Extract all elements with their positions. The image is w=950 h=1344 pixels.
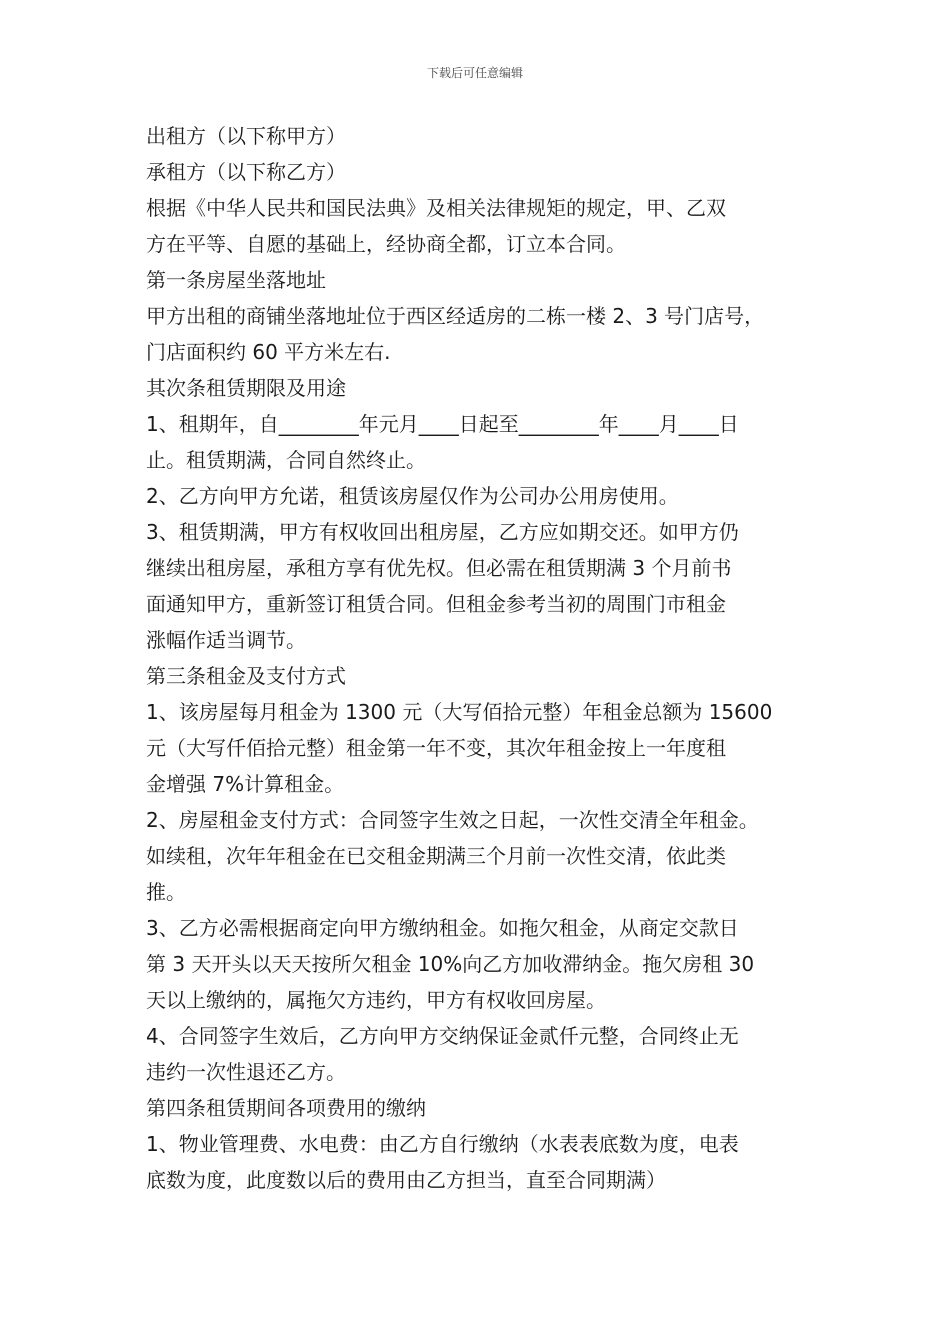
section-2-item-3d: 涨幅作适当调节。 <box>146 628 306 652</box>
contract-body <box>146 118 826 1198</box>
para-lessee: 承租方（以下称乙方） <box>146 160 346 184</box>
section-2-item-2: 2、乙方向甲方允诺，租赁该房屋仅作为公司办公用房使用。 <box>146 484 679 508</box>
section-3-item-3b: 第 3 天开头以天天按所欠租金 10%向乙方加收滞纳金。拖欠房租 30 <box>146 952 755 976</box>
section-title-3: 第三条租金及支付方式 <box>146 664 346 688</box>
section-3-item-4a: 4、合同签字生效后，乙方向甲方交纳保证金贰仟元整，合同终止无 <box>146 1024 739 1048</box>
section-2-item-1a: 1、租期年，自________年元月____日起至________年____月____日 <box>146 412 739 436</box>
para-intro-1: 根据《中华人民共和国民法典》及相关法律规矩的规定，甲、乙双 <box>146 196 726 220</box>
section-2-item-3a: 3、租赁期满，甲方有权收回出租房屋，乙方应如期交还。如甲方仍 <box>146 520 739 544</box>
section-3-item-1c: 金增强 7%计算租金。 <box>146 772 345 796</box>
section-2-item-3c: 面通知甲方，重新签订租赁合同。但租金参考当初的周围门市租金 <box>146 592 726 616</box>
section-1-text-2: 门店面积约 60 平方米左右. <box>146 340 391 364</box>
para-lessor: 出租方（以下称甲方） <box>146 124 346 148</box>
section-2-item-1b: 止。租赁期满，合同自然终止。 <box>146 448 426 472</box>
section-3-item-2b: 如续租，次年年租金在已交租金期满三个月前一次性交清，依此类 <box>146 844 726 868</box>
section-4-item-1a: 1、物业管理费、水电费：由乙方自行缴纳（水表表底数为度，电表 <box>146 1132 739 1156</box>
section-3-item-1a: 1、该房屋每月租金为 1300 元（大写佰拾元整）年租金总额为 15600 <box>146 700 773 724</box>
section-3-item-4b: 违约一次性退还乙方。 <box>146 1060 346 1084</box>
section-4-item-1b: 底数为度，此度数以后的费用由乙方担当，直至合同期满） <box>146 1168 666 1192</box>
section-3-item-3a: 3、乙方必需根据商定向甲方缴纳租金。如拖欠租金，从商定交款日 <box>146 916 739 940</box>
section-title-2: 其次条租赁期限及用途 <box>146 376 346 400</box>
section-3-item-3c: 天以上缴纳的，属拖欠方违约，甲方有权收回房屋。 <box>146 988 606 1012</box>
section-2-item-3b: 继续出租房屋，承租方享有优先权。但必需在租赁期满 3 个月前书 <box>146 556 732 580</box>
section-3-item-2c: 推。 <box>146 880 186 904</box>
section-title-1: 第一条房屋坐落地址 <box>146 268 326 292</box>
section-3-item-2a: 2、房屋租金支付方式：合同签字生效之日起，一次性交清全年租金。 <box>146 808 759 832</box>
section-title-4: 第四条租赁期间各项费用的缴纳 <box>146 1096 426 1120</box>
section-3-item-1b: 元（大写仟佰拾元整）租金第一年不变，其次年租金按上一年度租 <box>146 736 726 760</box>
para-intro-2: 方在平等、自愿的基础上，经协商全都，订立本合同。 <box>146 232 626 256</box>
section-1-text-1: 甲方出租的商铺坐落地址位于西区经适房的二栋一楼 2、3 号门店号， <box>146 304 765 328</box>
page-header: 下载后可任意编辑 <box>426 66 523 80</box>
